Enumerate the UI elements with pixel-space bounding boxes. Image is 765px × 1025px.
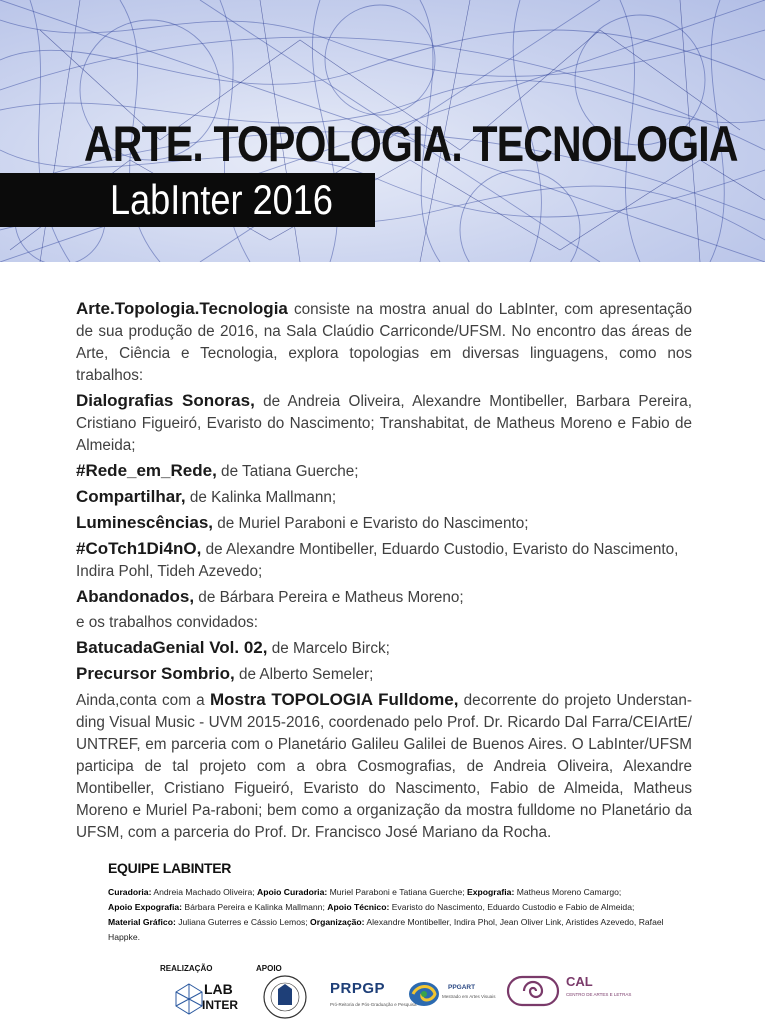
guest-work-credit: de Alberto Semeler; — [234, 666, 374, 683]
ppgart-logo-text: PPGART — [448, 984, 476, 991]
labinter-logo-top: LAB — [204, 981, 233, 997]
sponsor-logos — [0, 960, 765, 1024]
intro-title: Arte.Topologia.Tecnologia — [76, 299, 288, 318]
prpgp-logo-text: PRPGP — [330, 980, 386, 997]
cal-spiral-icon — [506, 974, 562, 1008]
team-title: EQUIPE LABINTER — [108, 860, 232, 876]
work-credit: de Tatiana Guerche; — [216, 463, 359, 480]
closing-text: decorrente do projeto Understan-ding Visual Music - UVM 2015-2016, coordenado pelo Prof. Dr. Ricardo Dal Farra/CEIArtE/ UNTREF, em parceria com o Planetário Galileu Galilei de Buenos Aires. O LabInter/UFSM participa de tal projeto com a obra Cosmografias, de Andreia Oliveira, Alexandre Montibeller, Cristiano Figueiró, Evaristo do Nascimento, Fabio de Almeida, Matheus Moreno e Muriel Pa-raboni; bem como a organização da mostra fulldome no Planetário da UFSM, com a parceria do Prof. Dr. Francisco José Mariano da Rocha. — [76, 692, 692, 841]
work-item — [76, 390, 692, 457]
work-title: Abandonados, — [76, 587, 195, 606]
work-item — [76, 486, 692, 509]
credit-role: Apoio Técnico: — [327, 902, 390, 912]
work-title: Compartilhar, — [76, 487, 186, 506]
cal-logo-text: CAL — [566, 974, 593, 989]
intro-paragraph — [76, 298, 692, 387]
prpgp-logo-subtitle: Pró-Reitoria de Pós-Graduação e Pesquisa — [330, 1002, 417, 1007]
labinter-logo — [174, 976, 244, 1022]
credit-names: Evaristo do Nascimento, Eduardo Custodio e Fabio de Almeida; — [389, 902, 635, 912]
guest-work-credit: de Marcelo Birck; — [267, 640, 390, 657]
work-item — [76, 586, 692, 609]
work-credit: de Muriel Paraboni e Evaristo do Nascimento; — [213, 515, 529, 532]
work-item — [76, 512, 692, 535]
work-title: Luminescências, — [76, 513, 214, 532]
team-section — [108, 860, 668, 945]
intro-text: consiste na mostra anual do LabInter, com apresentação de sua produção de 2016, na Sala Claúdio Carriconde/UFSM. No encontro das áreas de Arte, Ciência e Tecnologia, explora topologias em diversas linguagens, como nos trabalhos: — [76, 301, 692, 384]
work-title: #CoTch1Di4nO, — [76, 539, 202, 558]
ppgart-logo — [408, 980, 498, 1020]
work-title: Dialografias Sonoras, — [76, 391, 255, 410]
credit-names: Juliana Guterres e Cássio Lemos; — [175, 917, 311, 927]
credit-names: Muriel Paraboni e Tatiana Guerche; — [327, 887, 468, 897]
credit-names: Bárbara Pereira e Kalinka Mallmann; — [182, 902, 328, 912]
page-subtitle: LabInter 2016 — [110, 176, 333, 223]
ppgart-swirl-icon — [408, 980, 440, 1008]
credit-role: Apoio Expografia: — [108, 902, 183, 912]
guest-work-item — [76, 663, 692, 686]
cal-logo-subtitle: CENTRO DE ARTES E LETRAS — [566, 992, 632, 997]
ufsm-seal-icon — [262, 974, 308, 1020]
credit-names: Alexandre Montibeller, Indira Phol, Jean Oliver Link, Aristides Azevedo, Rafael Happke. — [108, 917, 664, 942]
closing-pre: Ainda,conta com a — [76, 692, 210, 709]
work-credit: de Bárbara Pereira e Matheus Moreno; — [194, 589, 464, 606]
labinter-network-icon — [174, 982, 204, 1016]
credit-names: Andreia Machado Oliveira; — [151, 887, 258, 897]
ufsm-seal-logo — [262, 974, 310, 1022]
credit-role: Organização: — [310, 917, 365, 927]
guest-work-title: Precursor Sombrio, — [76, 664, 235, 683]
credit-role: Expografia: — [467, 887, 515, 897]
guest-work-title: BatucadaGenial Vol. 02, — [76, 638, 268, 657]
work-credit: de Andreia Oliveira, Alexandre Montibeller, Barbara Pereira, Cristiano Figueiró, Evaristo do Nascimento; Transhabitat, de Matheus Moreno e Fabio de Almeida; — [76, 393, 692, 454]
exhibition-description — [76, 298, 692, 847]
work-item — [76, 460, 692, 483]
page-title: ARTE. TOPOLOGIA. TECNOLOGIA — [84, 116, 738, 172]
ppgart-logo-subtitle: Mestrado em Artes Visuais — [442, 994, 496, 999]
credit-role: Material Gráfico: — [108, 917, 176, 927]
apoio-label: APOIO — [256, 964, 282, 973]
realizacao-label: REALIZAÇÃO — [160, 964, 213, 973]
closing-title: Mostra TOPOLOGIA Fulldome, — [209, 690, 459, 709]
work-title: #Rede_em_Rede, — [76, 461, 217, 480]
credit-role: Curadoria: — [108, 887, 152, 897]
prpgp-logo — [330, 980, 417, 1020]
work-credit: de Alexandre Montibeller, Eduardo Custodio, Evaristo do Nascimento, Indira Pohl, Tideh Azevedo; — [76, 541, 679, 580]
guest-works-intro: e os trabalhos convidados: — [76, 614, 258, 631]
guest-work-item — [76, 637, 692, 660]
closing-paragraph — [76, 689, 692, 844]
team-credits — [108, 885, 668, 945]
header-banner — [0, 0, 765, 262]
work-item — [76, 538, 692, 583]
credit-names: Matheus Moreno Camargo; — [514, 887, 622, 897]
cal-logo — [506, 974, 632, 1020]
labinter-logo-bottom: INTER — [202, 998, 238, 1012]
work-credit: de Kalinka Mallmann; — [185, 489, 337, 506]
credit-role: Apoio Curadoria: — [257, 887, 328, 897]
